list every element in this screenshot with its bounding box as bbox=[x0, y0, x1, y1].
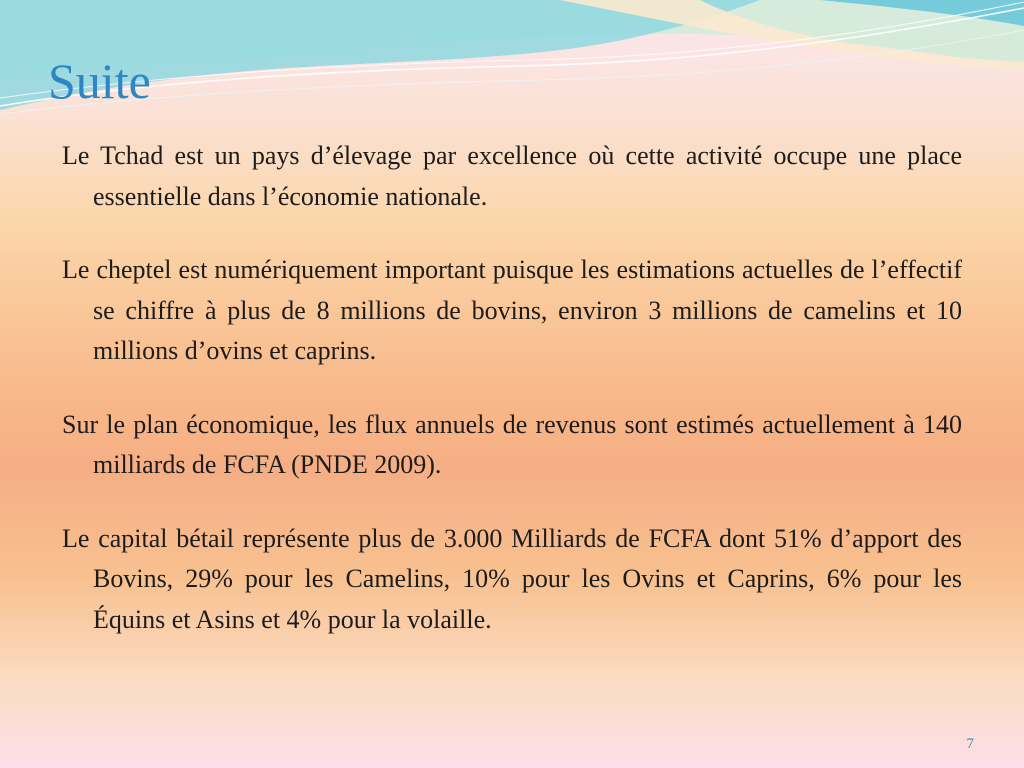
paragraph-capital-betail: Le capital bétail représente plus de 3.000 Milliards de FCFA dont 51% d’apport des Bovins, 29% pour les Camelins, 10% pour les Ovins et Caprins, 6% pour les Équins et Asins et 4% pour la volaille. bbox=[62, 523, 962, 634]
slide-body bbox=[62, 136, 962, 673]
paragraph-revenus: Sur le plan économique, les flux annuels de revenus sont estimés actuellement à 140 milliards de FCFA (PNDE 2009). bbox=[62, 409, 962, 479]
slide-title: Suite bbox=[48, 53, 151, 109]
header-wave-decoration bbox=[0, 0, 1024, 130]
paragraph-cheptel: Le cheptel est numériquement important puisque les estimations actuelles de l’effectif se chiffre à plus de 8 millions de bovins, environ 3 millions de camelins et 10 millions d’ovins et caprins. bbox=[62, 255, 962, 365]
page-number: 7 bbox=[966, 736, 974, 752]
paragraph-elevage: Le Tchad est un pays d’élevage par excellence où cette activité occupe une place essentielle dans l’économie nationale. bbox=[62, 141, 962, 211]
